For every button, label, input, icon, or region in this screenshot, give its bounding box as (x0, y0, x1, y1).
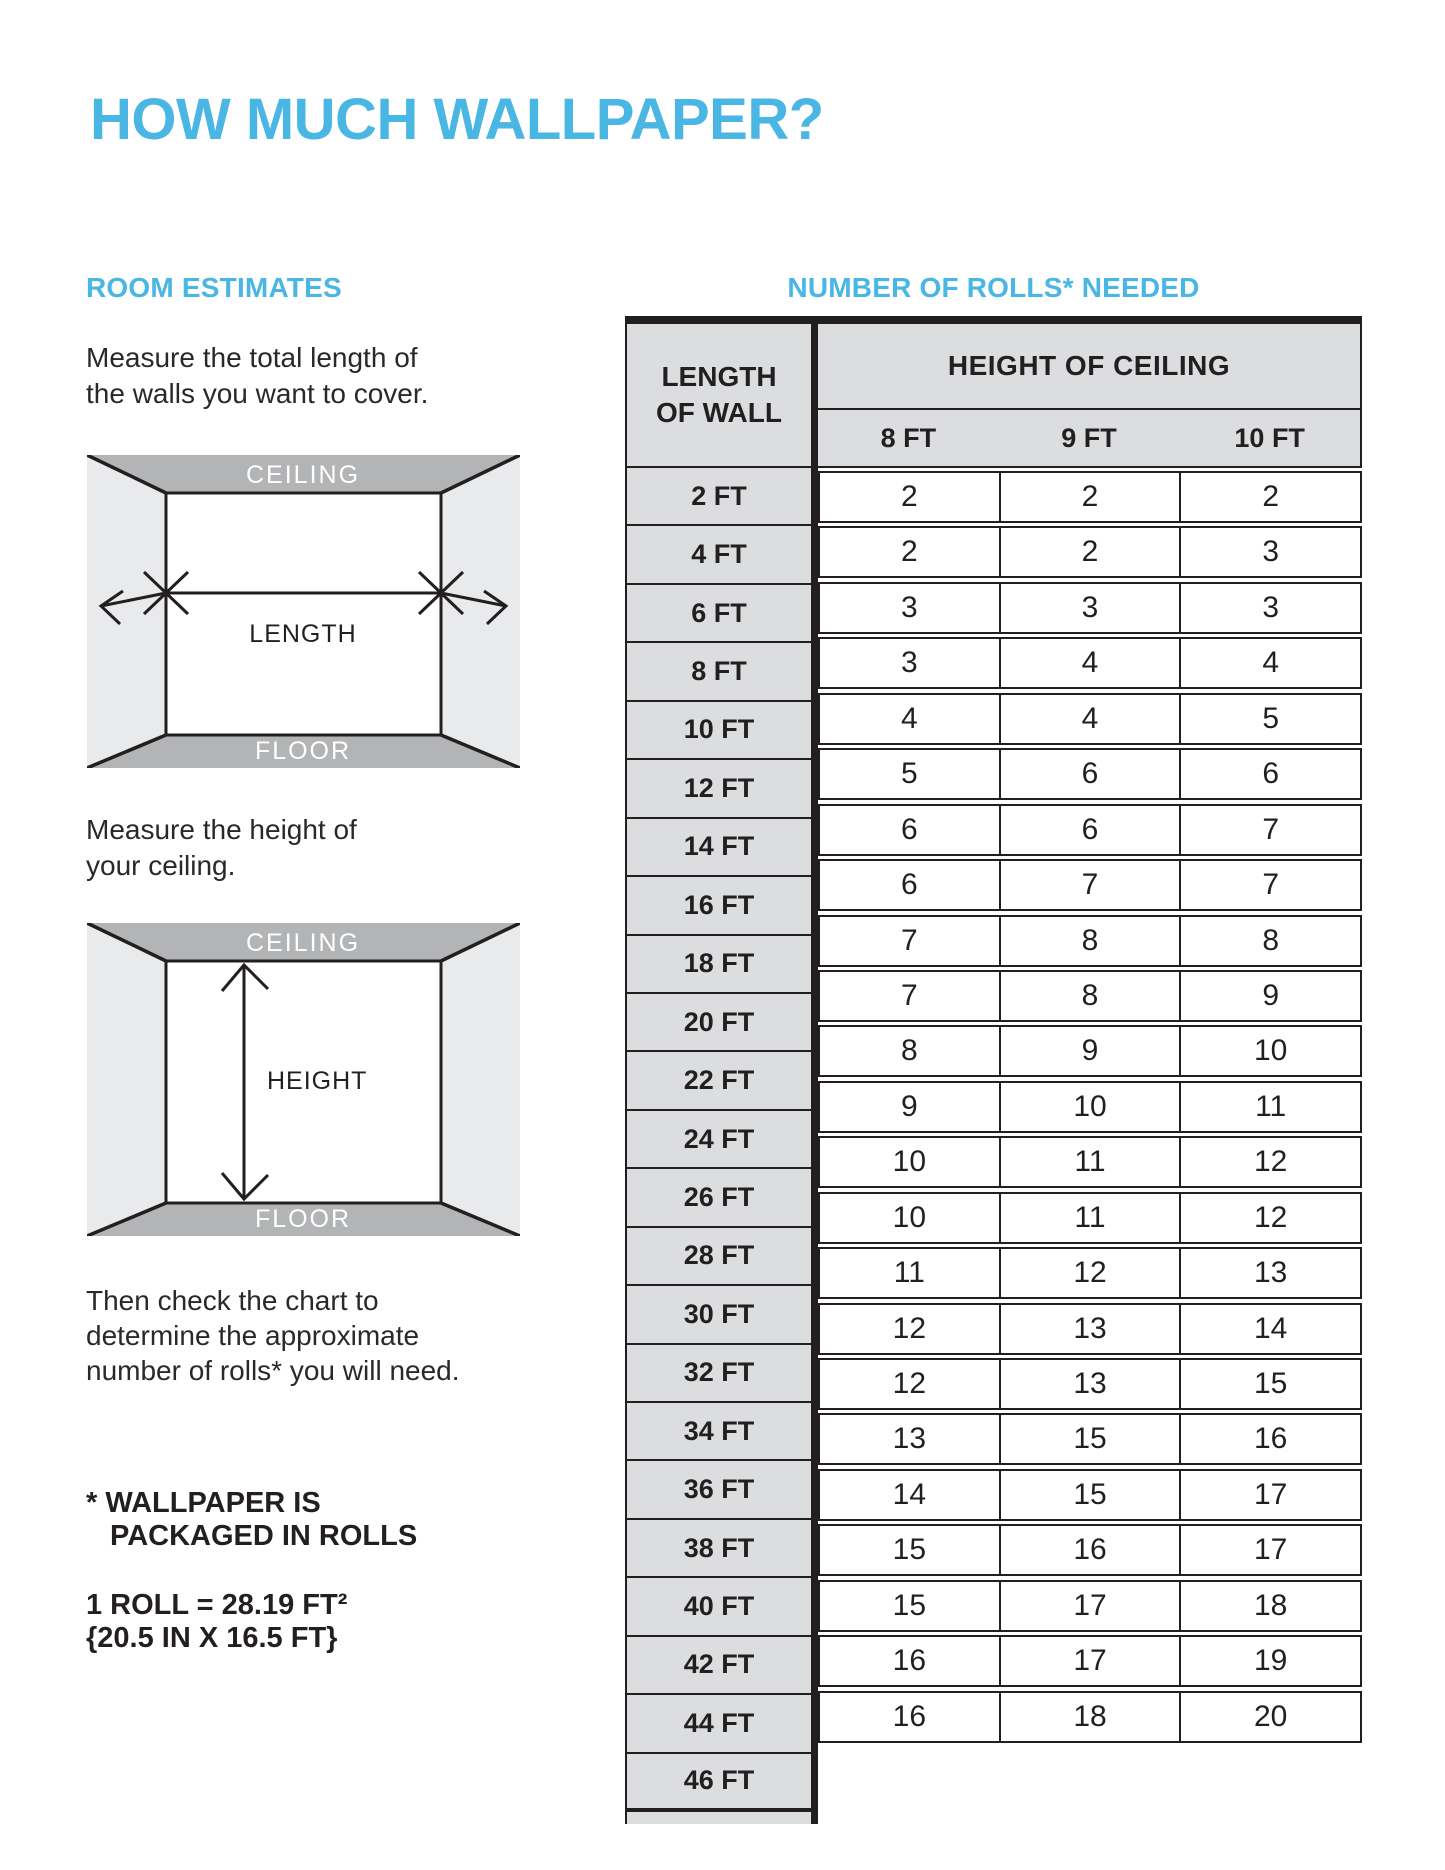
paragraph-line: Then check the chart to (86, 1285, 379, 1316)
table-row (818, 748, 1362, 800)
rolls-count-cell: 9 (900, 1089, 918, 1123)
rolls-count-cell: 8 (999, 917, 1180, 965)
room-length-diagram (87, 455, 520, 768)
wall-length-row-label: 4 FT (627, 526, 811, 584)
rolls-count-cell: 14 (892, 1477, 927, 1511)
rolls-count-cell: 7 (900, 978, 918, 1012)
thick-vertical-divider (811, 324, 818, 1824)
rolls-count-cell: 11 (1179, 1083, 1360, 1131)
floor-label: FLOOR (254, 1205, 352, 1233)
table-row (818, 471, 1362, 523)
rolls-count-cell: 10 (892, 1200, 927, 1234)
header-line: LENGTH (661, 361, 777, 392)
wall-length-row-label: 2 FT (627, 468, 811, 526)
rolls-count-cell: 12 (892, 1311, 927, 1345)
rolls-count-cell: 15 (1179, 1360, 1360, 1408)
wall-length-row-label: 44 FT (627, 1695, 811, 1753)
ceiling-height-header: 10 FT (1234, 422, 1305, 453)
table-row (818, 1247, 1362, 1299)
rolls-count-cell: 8 (1179, 917, 1360, 965)
rolls-count-cell: 6 (1179, 750, 1360, 798)
rolls-count-cell: 10 (999, 1083, 1180, 1131)
right-wall (441, 923, 520, 1236)
rolls-count-cell: 4 (900, 701, 918, 735)
rolls-count-cell: 11 (999, 1138, 1180, 1186)
table-row (818, 859, 1362, 911)
room-estimates-heading: ROOM ESTIMATES (86, 272, 342, 303)
rolls-count-cell: 6 (999, 750, 1180, 798)
rolls-count-cell: 2 (1179, 473, 1360, 521)
wall-length-row-label: 28 FT (627, 1228, 811, 1286)
rolls-count-cell: 7 (1179, 806, 1360, 854)
rolls-count-cell: 3 (900, 590, 918, 624)
rolls-count-cell: 7 (1179, 861, 1360, 909)
rolls-count-cell: 2 (900, 535, 918, 569)
rolls-count-cell: 10 (1179, 1027, 1360, 1075)
table-data-area (818, 324, 1362, 1824)
rolls-needed-heading: NUMBER OF ROLLS* NEEDED (787, 272, 1200, 303)
ceiling-height-header: 9 FT (1061, 422, 1117, 453)
rolls-count-cell: 15 (999, 1471, 1180, 1519)
table-row (818, 1081, 1362, 1133)
rolls-count-cell: 15 (892, 1588, 927, 1622)
wall-length-row-label: 26 FT (627, 1169, 811, 1227)
rolls-count-cell: 4 (1179, 639, 1360, 687)
rolls-count-cell: 3 (999, 584, 1180, 632)
table-row (818, 1192, 1362, 1244)
rolls-count-cell: 12 (999, 1249, 1180, 1297)
wall-length-row-label: 16 FT (627, 877, 811, 935)
wall-length-row-label: 30 FT (627, 1286, 811, 1344)
rolls-count-cell: 9 (1179, 972, 1360, 1020)
rolls-count-cell: 16 (999, 1526, 1180, 1574)
rolls-count-cell: 18 (1179, 1582, 1360, 1630)
check-chart-paragraph (86, 1283, 460, 1388)
table-row (818, 1413, 1362, 1465)
wall-length-row-label: 32 FT (627, 1345, 811, 1403)
wall-length-row-label: 38 FT (627, 1520, 811, 1578)
rolls-count-cell: 8 (900, 1034, 918, 1068)
rolls-count-cell: 19 (1179, 1637, 1360, 1685)
height-of-ceiling-header (818, 324, 1362, 468)
table-row (818, 526, 1362, 578)
rolls-count-cell: 8 (999, 972, 1180, 1020)
page-title: HOW MUCH WALLPAPER? (90, 87, 824, 152)
table-row (818, 1691, 1362, 1743)
measure-length-paragraph (86, 340, 428, 412)
table-row (818, 915, 1362, 967)
floor-label: FLOOR (254, 737, 352, 765)
rolls-count-cell: 17 (1179, 1471, 1360, 1519)
rolls-count-cell: 15 (892, 1533, 927, 1567)
rolls-count-cell: 6 (900, 868, 918, 902)
table-row (818, 1469, 1362, 1521)
rolls-count-cell: 5 (900, 757, 918, 791)
footnote-line: PACKAGED IN ROLLS (110, 1520, 418, 1552)
wall-length-row-label: 14 FT (627, 819, 811, 877)
table-row (818, 1025, 1362, 1077)
wall-length-row-label: 34 FT (627, 1403, 811, 1461)
table-row (818, 582, 1362, 634)
rolls-count-cell: 3 (1179, 528, 1360, 576)
left-wall (87, 923, 166, 1236)
table-row (818, 804, 1362, 856)
measure-height-paragraph (86, 812, 357, 884)
wall-length-row-label: 40 FT (627, 1578, 811, 1636)
ceiling-height-header: 8 FT (880, 422, 937, 453)
wall-length-row-label: 22 FT (627, 1052, 811, 1110)
back-wall (166, 493, 441, 735)
height-of-ceiling-label: HEIGHT OF CEILING (818, 324, 1360, 410)
wall-length-row-label: 36 FT (627, 1461, 811, 1519)
rolls-count-cell: 16 (892, 1699, 927, 1733)
rolls-count-cell: 13 (892, 1422, 927, 1456)
column-stub (627, 1812, 811, 1824)
table-row (818, 970, 1362, 1022)
rolls-table (625, 316, 1362, 1824)
paragraph-line: determine the approximate (86, 1320, 420, 1351)
rolls-count-cell: 4 (999, 639, 1180, 687)
wallpaper-rolls-footnote (86, 1487, 417, 1553)
rolls-count-cell: 2 (999, 473, 1180, 521)
rolls-count-cell: 18 (999, 1693, 1180, 1741)
table-row (818, 1635, 1362, 1687)
wall-length-row-label: 12 FT (627, 760, 811, 818)
rolls-count-cell: 11 (999, 1194, 1180, 1242)
left-wall (87, 455, 166, 768)
rolls-count-cell: 17 (999, 1582, 1180, 1630)
rolls-count-cell: 7 (900, 923, 918, 957)
wall-length-row-label: 18 FT (627, 936, 811, 994)
paragraph-line: Measure the total length of (86, 342, 418, 373)
height-label: HEIGHT (267, 1067, 368, 1095)
rolls-count-cell: 3 (1179, 584, 1360, 632)
rolls-count-cell: 7 (999, 861, 1180, 909)
rolls-count-cell: 15 (999, 1415, 1180, 1463)
rolls-count-cell: 13 (1179, 1249, 1360, 1297)
rolls-count-cell: 10 (892, 1145, 927, 1179)
table-row (818, 1580, 1362, 1632)
rolls-count-cell: 12 (892, 1367, 927, 1400)
paragraph-line: the walls you want to cover. (86, 378, 429, 409)
rolls-count-cell: 4 (999, 695, 1180, 743)
rolls-count-cell: 13 (999, 1360, 1180, 1408)
paragraph-line: your ceiling. (86, 850, 236, 881)
paragraph-line: Measure the height of (86, 814, 357, 845)
table-row (818, 1136, 1362, 1188)
ceiling-height-column-headers (818, 410, 1360, 466)
rolls-count-cell: 9 (999, 1027, 1180, 1075)
footnote-line: * WALLPAPER IS (86, 1487, 321, 1519)
rolls-count-cell: 20 (1179, 1693, 1360, 1741)
length-of-wall-column (625, 324, 811, 1824)
table-top-border (625, 316, 1362, 324)
rolls-count-cell: 16 (1179, 1415, 1360, 1463)
rolls-count-cell: 6 (900, 812, 918, 846)
table-row (818, 1303, 1362, 1355)
table-row (818, 1358, 1362, 1410)
wall-length-row-label: 24 FT (627, 1111, 811, 1169)
rolls-count-cell: 12 (1179, 1138, 1360, 1186)
rolls-count-cell: 13 (999, 1305, 1180, 1353)
roll-size-info (86, 1589, 347, 1655)
wall-length-row-label: 10 FT (627, 702, 811, 760)
paragraph-line: number of rolls* you will need. (86, 1355, 460, 1386)
table-row (818, 1524, 1362, 1576)
table-rows (818, 468, 1362, 1746)
length-label: LENGTH (249, 620, 357, 648)
ceiling-label: CEILING (245, 461, 361, 489)
rolls-count-cell: 2 (999, 528, 1180, 576)
table-row (818, 693, 1362, 745)
wall-length-row-label: 6 FT (627, 585, 811, 643)
wall-length-row-label: 20 FT (627, 994, 811, 1052)
length-of-wall-header (627, 324, 811, 468)
room-height-diagram (87, 923, 520, 1236)
rolls-count-cell: 5 (1179, 695, 1360, 743)
header-line: OF WALL (656, 397, 782, 428)
rolls-count-cell: 17 (1179, 1526, 1360, 1574)
row-label-list (627, 468, 811, 1812)
wall-length-row-label: 42 FT (627, 1637, 811, 1695)
rolls-count-cell: 6 (999, 806, 1180, 854)
rolls-count-cell: 16 (892, 1644, 927, 1678)
rolls-count-cell: 14 (1179, 1305, 1360, 1353)
table-row (818, 637, 1362, 689)
roll-size-line: {20.5 IN X 16.5 FT} (86, 1622, 338, 1654)
rolls-count-cell: 3 (900, 646, 918, 680)
roll-size-line: 1 ROLL = 28.19 FT² (86, 1589, 348, 1621)
rolls-count-cell: 11 (893, 1256, 925, 1290)
ceiling-label: CEILING (245, 929, 361, 957)
wall-length-row-label: 46 FT (627, 1754, 811, 1812)
right-wall (441, 455, 520, 768)
rolls-count-cell: 2 (900, 480, 918, 513)
rolls-count-cell: 12 (1179, 1194, 1360, 1242)
rolls-count-cell: 17 (999, 1637, 1180, 1685)
wall-length-row-label: 8 FT (627, 643, 811, 701)
